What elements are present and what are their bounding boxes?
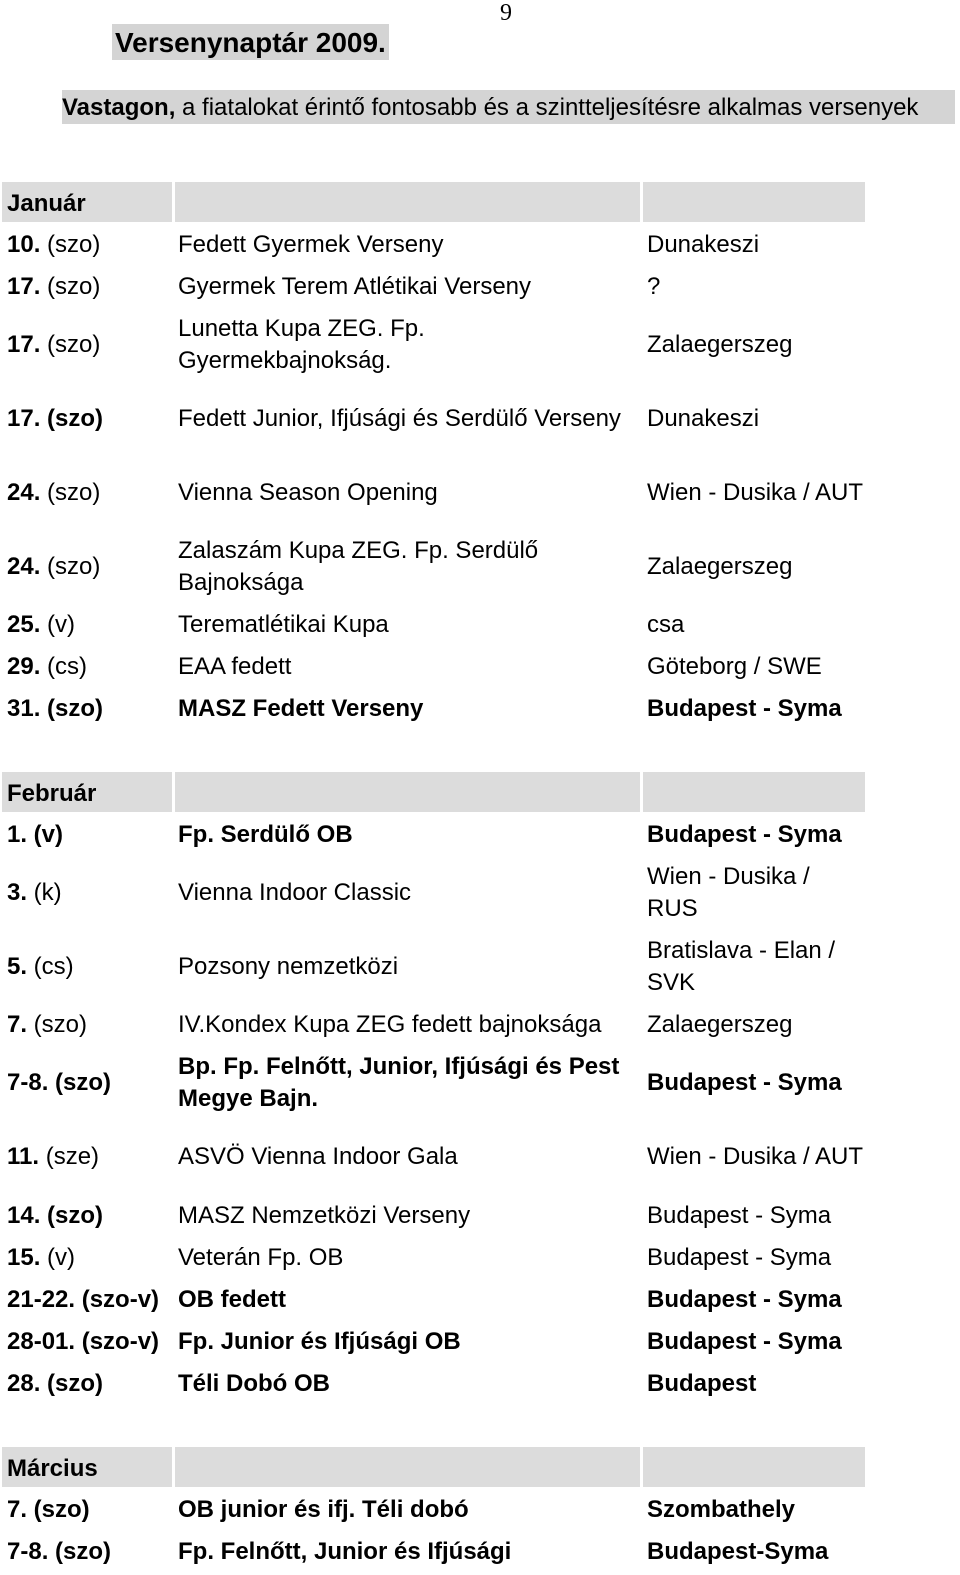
row-event-name: Fedett Gyermek Verseny [178, 231, 444, 258]
header-cell-shading [643, 1447, 865, 1487]
row-event-name: Veterán Fp. OB [178, 1244, 344, 1271]
row-date [7, 651, 172, 683]
row-event-name: Bp. Fp. Felnőtt, Junior, Ifjúsági és Pest Megye Bajn. [178, 1053, 620, 1112]
row-date [7, 609, 172, 641]
row-place [647, 1125, 865, 1189]
schedule-row [0, 461, 960, 525]
row-place [647, 935, 865, 999]
row-place [647, 693, 865, 725]
row-event-name: Fp. Junior és Ifjúsági OB [178, 1328, 461, 1355]
row-weekday: (szo) [40, 331, 101, 358]
row-weekday: (szo) [27, 1011, 88, 1038]
month-name: Március [7, 1455, 98, 1482]
row-date [7, 313, 172, 377]
row-event [178, 1326, 638, 1358]
row-place-name: Budapest - Syma [647, 1328, 842, 1355]
row-event [178, 535, 638, 599]
row-place-name: Dunakeszi [647, 405, 760, 432]
row-date [7, 1051, 172, 1115]
schedule-row [0, 1494, 960, 1526]
header-cell-shading [175, 182, 640, 222]
schedule-row [0, 819, 960, 851]
row-event-name: Pozsony nemzetközi [178, 953, 399, 980]
schedule-row [0, 229, 960, 261]
row-place-name: Budapest-Syma [647, 1538, 829, 1565]
row-date-number: 11. [7, 1143, 40, 1170]
row-place-name: Dunakeszi [647, 231, 760, 258]
schedule-row [0, 535, 960, 599]
row-date-number: 1. (v) [7, 821, 64, 848]
schedule-row [0, 935, 960, 999]
row-event [178, 387, 638, 451]
row-date [7, 1494, 172, 1526]
row-event [178, 1051, 638, 1115]
row-event [178, 313, 638, 377]
row-date-number: 14. (szo) [7, 1202, 104, 1229]
month-name: Január [7, 190, 86, 217]
row-event [178, 271, 638, 303]
row-weekday: (szo) [40, 479, 101, 506]
month-header [0, 772, 960, 812]
legend-note-bold: Vastagon, [62, 94, 176, 121]
row-event-name: OB fedett [178, 1286, 286, 1313]
header-cell-shading [175, 772, 640, 812]
row-place-name: Budapest - Syma [647, 1244, 832, 1271]
schedule-row [0, 1326, 960, 1358]
row-date-number: 7. (szo) [7, 1496, 90, 1523]
month-header [0, 1447, 960, 1487]
row-date [7, 819, 172, 851]
row-place-name: Szombathely [647, 1496, 796, 1523]
row-weekday: (sze) [39, 1143, 100, 1170]
row-event-name: Fedett Junior, Ifjúsági és Serdülő Verseny [178, 405, 621, 432]
row-date-number: 24. [7, 553, 41, 580]
schedule-row [0, 861, 960, 925]
row-weekday: (v) [40, 611, 76, 638]
schedule-row [0, 1242, 960, 1274]
row-place [647, 229, 865, 261]
row-date-number: 21-22. (szo-v) [7, 1286, 160, 1313]
row-date [7, 1284, 172, 1316]
row-event [178, 693, 638, 725]
row-event-name: Zalaszám Kupa ZEG. Fp. Serdülő Bajnoksága [178, 537, 539, 596]
schedule-row [0, 1009, 960, 1041]
row-place [647, 609, 865, 641]
row-event-name: OB junior és ifj. Téli dobó [178, 1496, 469, 1523]
row-date-number: 17. (szo) [7, 405, 104, 432]
row-event-name: Terematlétikai Kupa [178, 611, 389, 638]
month-header [0, 182, 960, 222]
row-weekday: (szo) [40, 231, 101, 258]
row-date [7, 1200, 172, 1232]
schedule-row [0, 1284, 960, 1316]
row-place [647, 1494, 865, 1526]
row-place-name: csa [647, 611, 685, 638]
row-weekday: (cs) [27, 953, 74, 980]
row-event-name: Vienna Season Opening [178, 479, 438, 506]
row-event [178, 461, 638, 525]
row-date-number: 25. [7, 611, 41, 638]
row-place-name: Zalaegerszeg [647, 1011, 793, 1038]
row-event-name: MASZ Fedett Verseny [178, 695, 424, 722]
row-date [7, 935, 172, 999]
row-event [178, 1009, 638, 1041]
row-weekday: (v) [40, 1244, 76, 1271]
schedule-row [0, 313, 960, 377]
row-date-number: 24. [7, 479, 41, 506]
row-place-name: Zalaegerszeg [647, 331, 793, 358]
row-date-number: 17. [7, 273, 41, 300]
row-place [647, 271, 865, 303]
row-place-name: Budapest - Syma [647, 1286, 842, 1313]
schedule-row [0, 1200, 960, 1232]
row-place [647, 1536, 865, 1568]
row-date [7, 1368, 172, 1400]
row-date-number: 28. (szo) [7, 1370, 104, 1397]
row-place [647, 461, 865, 525]
page-title: Versenynaptár 2009. [112, 24, 389, 60]
row-event [178, 1125, 638, 1189]
header-cell-shading [175, 1447, 640, 1487]
row-date-number: 10. [7, 231, 41, 258]
row-event-name: MASZ Nemzetközi Verseny [178, 1202, 471, 1229]
row-date-number: 17. [7, 331, 41, 358]
legend-note-text: a fiatalokat érintő fontosabb és a szintteljesítésre alkalmas versenyek [175, 94, 919, 121]
row-place [647, 1242, 865, 1274]
row-date [7, 1326, 172, 1358]
row-place-name: Wien - Dusika / AUT [647, 1143, 864, 1170]
row-date-number: 31. (szo) [7, 695, 104, 722]
row-event [178, 1284, 638, 1316]
row-weekday: (k) [27, 879, 62, 906]
row-place [647, 1284, 865, 1316]
row-event [178, 819, 638, 851]
row-date [7, 1242, 172, 1274]
row-event-name: ASVÖ Vienna Indoor Gala [178, 1143, 458, 1170]
row-place-name: Wien - Dusika / RUS [647, 863, 810, 922]
row-place [647, 861, 865, 925]
row-date-number: 7. [7, 1011, 28, 1038]
row-place-name: Budapest [647, 1370, 757, 1397]
row-weekday: (cs) [40, 653, 88, 680]
row-event-name: Vienna Indoor Classic [178, 879, 412, 906]
row-date [7, 271, 172, 303]
row-date [7, 229, 172, 261]
row-event [178, 229, 638, 261]
row-date [7, 387, 172, 451]
schedule-row [0, 693, 960, 725]
row-event-name: Gyermek Terem Atlétikai Verseny [178, 273, 532, 300]
row-event [178, 935, 638, 999]
schedule-row [0, 1536, 960, 1568]
row-weekday: (szo) [40, 553, 101, 580]
row-place [647, 1051, 865, 1115]
row-place-name: Göteborg / SWE [647, 653, 822, 680]
row-place-name: ? [647, 273, 661, 300]
row-date [7, 535, 172, 599]
row-place [647, 1368, 865, 1400]
row-place [647, 819, 865, 851]
row-date [7, 861, 172, 925]
page-number: 9 [500, 0, 512, 26]
row-date-number: 3. [7, 879, 28, 906]
row-place-name: Bratislava - Elan / SVK [647, 937, 836, 996]
row-place-name: Budapest - Syma [647, 1202, 832, 1229]
schedule-row [0, 651, 960, 683]
row-place [647, 1200, 865, 1232]
row-place-name: Budapest - Syma [647, 1069, 842, 1096]
row-place [647, 651, 865, 683]
row-place [647, 1009, 865, 1041]
row-place-name: Wien - Dusika / AUT [647, 479, 864, 506]
row-place [647, 387, 865, 451]
row-event-name: Fp. Serdülő OB [178, 821, 353, 848]
row-weekday: (szo) [40, 273, 101, 300]
row-date-number: 29. [7, 653, 41, 680]
row-date [7, 1125, 172, 1189]
row-place [647, 1326, 865, 1358]
row-place [647, 535, 865, 599]
row-place-name: Zalaegerszeg [647, 553, 793, 580]
row-event [178, 1536, 638, 1568]
row-event [178, 861, 638, 925]
header-cell-shading [643, 182, 865, 222]
row-place-name: Budapest - Syma [647, 821, 842, 848]
row-place [647, 313, 865, 377]
row-event-name: EAA fedett [178, 653, 292, 680]
row-event-name: Fp. Felnőtt, Junior és Ifjúsági [178, 1538, 512, 1565]
schedule-row [0, 271, 960, 303]
schedule-row [0, 1125, 960, 1189]
row-date [7, 1536, 172, 1568]
row-event [178, 651, 638, 683]
row-event [178, 1494, 638, 1526]
schedule-row [0, 609, 960, 641]
row-event [178, 1368, 638, 1400]
row-date-number: 7-8. (szo) [7, 1069, 112, 1096]
row-date [7, 693, 172, 725]
header-cell-shading [643, 772, 865, 812]
schedule-row [0, 1051, 960, 1115]
schedule-row [0, 1368, 960, 1400]
row-place-name: Budapest - Syma [647, 695, 842, 722]
row-event [178, 1200, 638, 1232]
row-event-name: IV.Kondex Kupa ZEG fedett bajnoksága [178, 1011, 602, 1038]
schedule-row [0, 387, 960, 451]
month-name: Február [7, 780, 97, 807]
row-date-number: 15. [7, 1244, 41, 1271]
row-event-name: Téli Dobó OB [178, 1370, 330, 1397]
row-event [178, 609, 638, 641]
row-date [7, 1009, 172, 1041]
row-date-number: 28-01. (szo-v) [7, 1328, 160, 1355]
row-event [178, 1242, 638, 1274]
row-date-number: 5. [7, 953, 28, 980]
row-event-name: Lunetta Kupa ZEG. Fp. Gyermekbajnokság. [178, 315, 425, 374]
row-date [7, 461, 172, 525]
row-date-number: 7-8. (szo) [7, 1538, 112, 1565]
